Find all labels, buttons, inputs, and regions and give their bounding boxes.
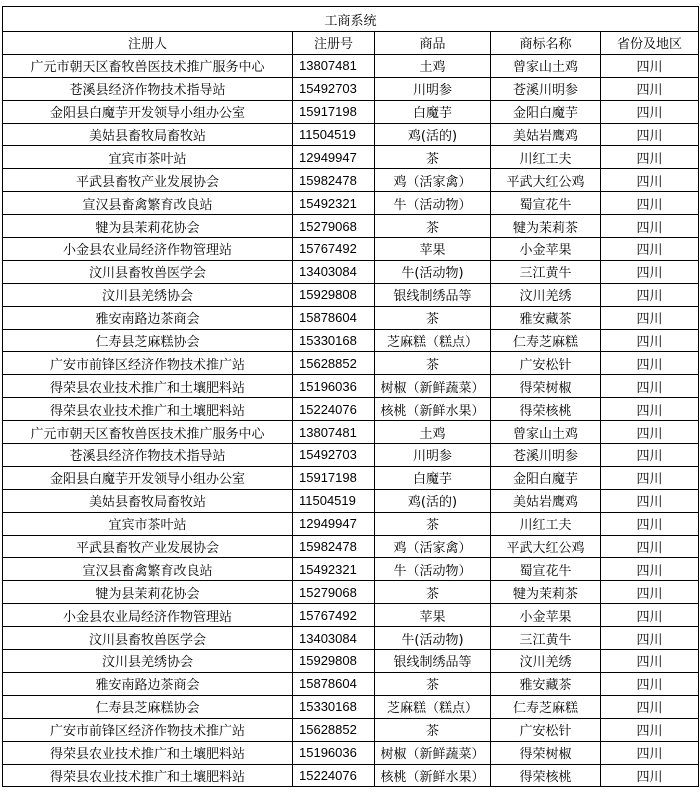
table-row — [3, 306, 699, 329]
trademark-name-cell: 苍溪川明参 — [491, 77, 601, 100]
product-cell: 树椒（新鲜蔬菜） — [375, 375, 491, 398]
registrant-cell: 广安市前锋区经济作物技术推广站 — [3, 352, 293, 375]
product-cell: 鸡(活的) — [375, 123, 491, 146]
registration-number-cell: 15330168 — [293, 695, 375, 718]
table-row — [3, 260, 699, 283]
product-cell: 土鸡 — [375, 421, 491, 444]
province-cell: 四川 — [601, 283, 699, 306]
registration-number-cell: 15196036 — [293, 741, 375, 764]
registration-number-cell: 15628852 — [293, 352, 375, 375]
province-cell: 四川 — [601, 169, 699, 192]
registration-number-cell: 15492321 — [293, 192, 375, 215]
registration-number-cell: 13807481 — [293, 421, 375, 444]
table-row — [3, 215, 699, 238]
province-cell: 四川 — [601, 398, 699, 421]
province-cell: 四川 — [601, 260, 699, 283]
registration-number-cell: 15196036 — [293, 375, 375, 398]
table-row — [3, 535, 699, 558]
product-cell: 茶 — [375, 215, 491, 238]
province-cell: 四川 — [601, 672, 699, 695]
header-trademark-name: 商标名称 — [491, 32, 601, 55]
table-row — [3, 650, 699, 673]
registrant-cell: 仁寿县芝麻糕协会 — [3, 329, 293, 352]
table-row — [3, 375, 699, 398]
trademark-name-cell: 汶川羌绣 — [491, 283, 601, 306]
registrant-cell: 苍溪县经济作物技术指导站 — [3, 77, 293, 100]
registrant-cell: 广安市前锋区经济作物技术推广站 — [3, 718, 293, 741]
trademark-name-cell: 广安松针 — [491, 352, 601, 375]
table-title: 工商系统 — [3, 7, 699, 32]
table-row — [3, 558, 699, 581]
product-cell: 核桃（新鲜水果） — [375, 398, 491, 421]
trademark-table — [2, 6, 699, 787]
product-cell: 白魔芋 — [375, 100, 491, 123]
registrant-cell: 得荣县农业技术推广和土壤肥料站 — [3, 375, 293, 398]
table-row — [3, 489, 699, 512]
trademark-name-cell: 仁寿芝麻糕 — [491, 329, 601, 352]
product-cell: 银线制绣品等 — [375, 283, 491, 306]
trademark-name-cell: 雅安藏茶 — [491, 672, 601, 695]
province-cell: 四川 — [601, 215, 699, 238]
product-cell: 茶 — [375, 146, 491, 169]
registrant-cell: 犍为县茉莉花协会 — [3, 215, 293, 238]
table-row — [3, 192, 699, 215]
registrant-cell: 得荣县农业技术推广和土壤肥料站 — [3, 764, 293, 787]
table-row — [3, 352, 699, 375]
trademark-name-cell: 曾家山土鸡 — [491, 54, 601, 77]
table-row — [3, 421, 699, 444]
registrant-cell: 苍溪县经济作物技术指导站 — [3, 444, 293, 467]
province-cell: 四川 — [601, 558, 699, 581]
province-cell: 四川 — [601, 123, 699, 146]
registration-number-cell: 15492703 — [293, 444, 375, 467]
registration-number-cell: 15917198 — [293, 466, 375, 489]
trademark-name-cell: 美姑岩鹰鸡 — [491, 489, 601, 512]
registration-number-cell: 15929808 — [293, 283, 375, 306]
registration-number-cell: 15492321 — [293, 558, 375, 581]
registrant-cell: 金阳县白魔芋开发领导小组办公室 — [3, 466, 293, 489]
trademark-name-cell: 得荣核桃 — [491, 764, 601, 787]
trademark-name-cell: 汶川羌绣 — [491, 650, 601, 673]
registration-number-cell: 15929808 — [293, 650, 375, 673]
table-row — [3, 672, 699, 695]
table-row — [3, 238, 699, 261]
table-row — [3, 695, 699, 718]
registrant-cell: 雅安南路边茶商会 — [3, 306, 293, 329]
registration-number-cell: 15982478 — [293, 169, 375, 192]
product-cell: 川明参 — [375, 444, 491, 467]
header-product: 商品 — [375, 32, 491, 55]
product-cell: 芝麻糕（糕点） — [375, 329, 491, 352]
trademark-name-cell: 平武大红公鸡 — [491, 169, 601, 192]
trademark-name-cell: 金阳白魔芋 — [491, 466, 601, 489]
table-row — [3, 581, 699, 604]
province-cell: 四川 — [601, 764, 699, 787]
registrant-cell: 小金县农业局经济作物管理站 — [3, 604, 293, 627]
trademark-name-cell: 得荣树椒 — [491, 741, 601, 764]
registrant-cell: 犍为县茉莉花协会 — [3, 581, 293, 604]
registration-number-cell: 15224076 — [293, 398, 375, 421]
table-body — [3, 54, 699, 787]
trademark-name-cell: 曾家山土鸡 — [491, 421, 601, 444]
registration-number-cell: 12949947 — [293, 512, 375, 535]
province-cell: 四川 — [601, 306, 699, 329]
trademark-name-cell: 蜀宣花牛 — [491, 192, 601, 215]
product-cell: 苹果 — [375, 604, 491, 627]
trademark-name-cell: 三江黄牛 — [491, 260, 601, 283]
registration-number-cell: 15279068 — [293, 215, 375, 238]
registrant-cell: 平武县畜牧产业发展协会 — [3, 535, 293, 558]
registration-number-cell: 15628852 — [293, 718, 375, 741]
trademark-name-cell: 广安松针 — [491, 718, 601, 741]
product-cell: 苹果 — [375, 238, 491, 261]
province-cell: 四川 — [601, 581, 699, 604]
registration-number-cell: 15767492 — [293, 604, 375, 627]
province-cell: 四川 — [601, 489, 699, 512]
product-cell: 芝麻糕（糕点） — [375, 695, 491, 718]
registrant-cell: 美姑县畜牧局畜牧站 — [3, 489, 293, 512]
table-row — [3, 764, 699, 787]
province-cell: 四川 — [601, 741, 699, 764]
registration-number-cell: 15767492 — [293, 238, 375, 261]
registration-number-cell: 13403084 — [293, 260, 375, 283]
province-cell: 四川 — [601, 650, 699, 673]
registrant-cell: 雅安南路边茶商会 — [3, 672, 293, 695]
registrant-cell: 广元市朝天区畜牧兽医技术推广服务中心 — [3, 421, 293, 444]
registration-number-cell: 15492703 — [293, 77, 375, 100]
province-cell: 四川 — [601, 466, 699, 489]
table-row — [3, 146, 699, 169]
province-cell: 四川 — [601, 627, 699, 650]
registration-number-cell: 15878604 — [293, 672, 375, 695]
product-cell: 牛(活动物) — [375, 627, 491, 650]
province-cell: 四川 — [601, 329, 699, 352]
product-cell: 树椒（新鲜蔬菜） — [375, 741, 491, 764]
header-row — [3, 32, 699, 55]
product-cell: 鸡（活家禽） — [375, 169, 491, 192]
table-row — [3, 741, 699, 764]
table-row — [3, 123, 699, 146]
registration-number-cell: 15279068 — [293, 581, 375, 604]
header-registration-number: 注册号 — [293, 32, 375, 55]
registrant-cell: 宜宾市茶叶站 — [3, 146, 293, 169]
registrant-cell: 宜宾市茶叶站 — [3, 512, 293, 535]
table-row — [3, 718, 699, 741]
trademark-name-cell: 三江黄牛 — [491, 627, 601, 650]
province-cell: 四川 — [601, 512, 699, 535]
registrant-cell: 小金县农业局经济作物管理站 — [3, 238, 293, 261]
trademark-name-cell: 得荣树椒 — [491, 375, 601, 398]
trademark-name-cell: 犍为茉莉茶 — [491, 581, 601, 604]
province-cell: 四川 — [601, 535, 699, 558]
trademark-name-cell: 小金苹果 — [491, 604, 601, 627]
registrant-cell: 得荣县农业技术推广和土壤肥料站 — [3, 741, 293, 764]
trademark-name-cell: 蜀宣花牛 — [491, 558, 601, 581]
product-cell: 鸡(活的) — [375, 489, 491, 512]
registrant-cell: 汶川县羌绣协会 — [3, 283, 293, 306]
registration-number-cell: 15878604 — [293, 306, 375, 329]
registrant-cell: 仁寿县芝麻糕协会 — [3, 695, 293, 718]
registrant-cell: 得荣县农业技术推广和土壤肥料站 — [3, 398, 293, 421]
product-cell: 茶 — [375, 352, 491, 375]
product-cell: 鸡（活家禽） — [375, 535, 491, 558]
registrant-cell: 美姑县畜牧局畜牧站 — [3, 123, 293, 146]
table-row — [3, 100, 699, 123]
product-cell: 茶 — [375, 306, 491, 329]
table-row — [3, 169, 699, 192]
product-cell: 茶 — [375, 672, 491, 695]
product-cell: 茶 — [375, 512, 491, 535]
registration-number-cell: 15917198 — [293, 100, 375, 123]
registrant-cell: 汶川县羌绣协会 — [3, 650, 293, 673]
province-cell: 四川 — [601, 695, 699, 718]
province-cell: 四川 — [601, 54, 699, 77]
registrant-cell: 宣汉县畜禽繁育改良站 — [3, 558, 293, 581]
product-cell: 土鸡 — [375, 54, 491, 77]
registration-number-cell: 13403084 — [293, 627, 375, 650]
province-cell: 四川 — [601, 718, 699, 741]
province-cell: 四川 — [601, 100, 699, 123]
registrant-cell: 平武县畜牧产业发展协会 — [3, 169, 293, 192]
registration-number-cell: 12949947 — [293, 146, 375, 169]
product-cell: 核桃（新鲜水果） — [375, 764, 491, 787]
province-cell: 四川 — [601, 421, 699, 444]
product-cell: 茶 — [375, 581, 491, 604]
table-row — [3, 604, 699, 627]
trademark-name-cell: 美姑岩鹰鸡 — [491, 123, 601, 146]
product-cell: 牛（活动物） — [375, 192, 491, 215]
registrant-cell: 宣汉县畜禽繁育改良站 — [3, 192, 293, 215]
province-cell: 四川 — [601, 375, 699, 398]
registration-number-cell: 13807481 — [293, 54, 375, 77]
product-cell: 牛(活动物) — [375, 260, 491, 283]
trademark-name-cell: 川红工夫 — [491, 512, 601, 535]
registration-number-cell: 15330168 — [293, 329, 375, 352]
table-row — [3, 54, 699, 77]
registration-number-cell: 15982478 — [293, 535, 375, 558]
table-row — [3, 329, 699, 352]
table-row — [3, 398, 699, 421]
table-row — [3, 77, 699, 100]
table-row — [3, 283, 699, 306]
table-row — [3, 444, 699, 467]
province-cell: 四川 — [601, 604, 699, 627]
province-cell: 四川 — [601, 77, 699, 100]
registrant-cell: 汶川县畜牧兽医学会 — [3, 627, 293, 650]
province-cell: 四川 — [601, 146, 699, 169]
trademark-name-cell: 得荣核桃 — [491, 398, 601, 421]
registrant-cell: 广元市朝天区畜牧兽医技术推广服务中心 — [3, 54, 293, 77]
table-row — [3, 627, 699, 650]
product-cell: 川明参 — [375, 77, 491, 100]
title-row — [3, 7, 699, 32]
trademark-name-cell: 平武大红公鸡 — [491, 535, 601, 558]
product-cell: 茶 — [375, 718, 491, 741]
registration-number-cell: 11504519 — [293, 123, 375, 146]
province-cell: 四川 — [601, 238, 699, 261]
product-cell: 牛（活动物） — [375, 558, 491, 581]
product-cell: 银线制绣品等 — [375, 650, 491, 673]
registrant-cell: 汶川县畜牧兽医学会 — [3, 260, 293, 283]
trademark-name-cell: 仁寿芝麻糕 — [491, 695, 601, 718]
registration-number-cell: 11504519 — [293, 489, 375, 512]
province-cell: 四川 — [601, 444, 699, 467]
trademark-name-cell: 川红工夫 — [491, 146, 601, 169]
header-province: 省份及地区 — [601, 32, 699, 55]
trademark-name-cell: 犍为茉莉茶 — [491, 215, 601, 238]
table-row — [3, 466, 699, 489]
trademark-name-cell: 苍溪川明参 — [491, 444, 601, 467]
province-cell: 四川 — [601, 352, 699, 375]
header-registrant: 注册人 — [3, 32, 293, 55]
trademark-name-cell: 小金苹果 — [491, 238, 601, 261]
registration-number-cell: 15224076 — [293, 764, 375, 787]
trademark-name-cell: 金阳白魔芋 — [491, 100, 601, 123]
registrant-cell: 金阳县白魔芋开发领导小组办公室 — [3, 100, 293, 123]
province-cell: 四川 — [601, 192, 699, 215]
trademark-name-cell: 雅安藏茶 — [491, 306, 601, 329]
table-row — [3, 512, 699, 535]
product-cell: 白魔芋 — [375, 466, 491, 489]
